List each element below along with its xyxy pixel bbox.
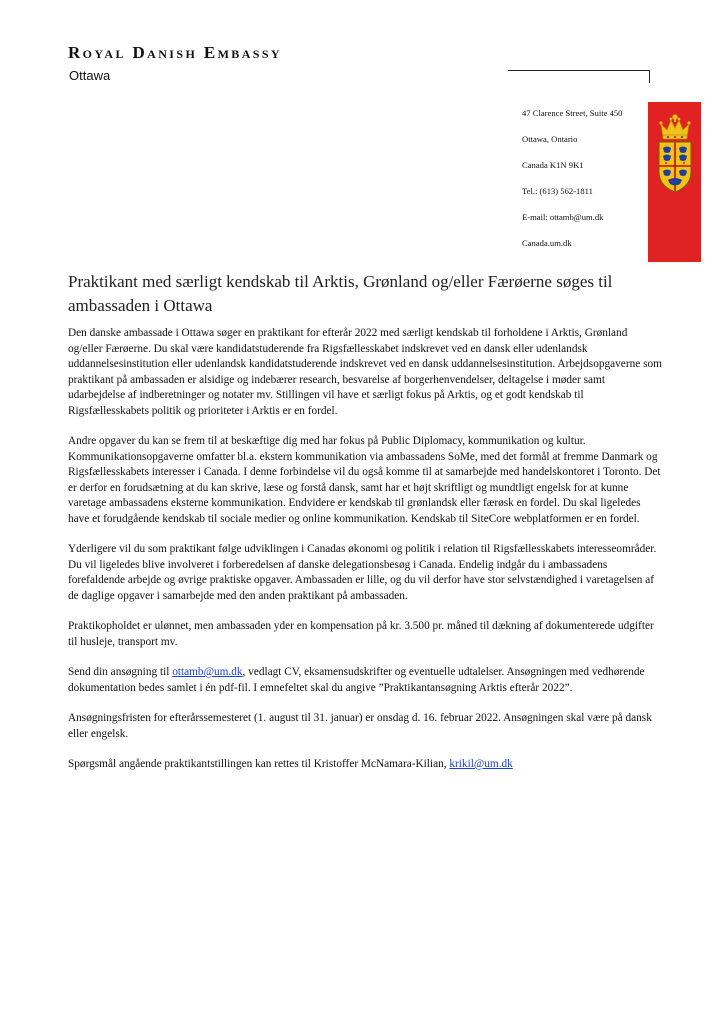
paragraph-deadline: Ansøgningsfristen for efterårssemesteret (1. august til 31. januar) er onsdag d. 16. februar 2022. Ansøgningen skal være på dansk eller engelsk.: [68, 712, 652, 740]
address-phone: Tel.: (613) 562-1811: [522, 186, 593, 196]
address-website: Canada.um.dk: [522, 238, 572, 248]
body-text: [68, 326, 664, 788]
paragraph-application: [68, 665, 664, 696]
address-block: [522, 106, 647, 262]
paragraph-intro: Den danske ambassade i Ottawa søger en praktikant for efterår 2022 med særligt kendskab til forholdene i Arktis, Grønland og/eller Færøerne. Du skal være kandidatstuderende fra Rigsfællesskabet indskrevet ved en dansk eller udenlandsk uddannelsesinstitution eller udenlandsk kandidatstuderende indskrevet ved en dansk uddannelsesinstitution. Arbejdsopgaverne som praktikant på ambassaden er alsidige og indebærer research, besvarelse af borgerhenvendelser, deltagelse i møder samt udarbejdelse af indberetninger og notater mv. Stillingen vil have et særligt fokus på Arktis, og et godt kendskab til Rigsfællesskabets politik og prioriteter i Arktis er en fordel.: [68, 327, 662, 417]
paragraph-compensation: Praktikopholdet er ulønnet, men ambassaden yder en kompensation på kr. 3.500 pr. måned til dækning af dokumenterede udgifter til husleje, transport mv.: [68, 620, 654, 648]
application-text-after: , vedlagt CV, eksamensudskrifter og eventuelle udtalelser. Ansøgningen med vedhørende dokumentation bedes samlet i én pdf-fil. I emnefeltet skal du angive ”Praktikantansøgning Arktis efterår 2022”.: [68, 666, 645, 694]
royal-coat-of-arms-icon: [655, 112, 695, 194]
address-postal: Canada K1N 9K1: [522, 160, 584, 170]
page-title: Praktikant med særligt kendskab til Arktis, Grønland og/eller Færøerne søges til ambassaden i Ottawa: [68, 272, 613, 315]
paragraph-development: Yderligere vil du som praktikant følge udviklingen i Canadas økonomi og politik i relation til Rigsfællesskabets interesseområder. Du vil ligeledes blive involveret i forberedelsen af danske delegationsbesøg i Canada. Endelig indgår du i ambassadens forefaldende arbejde og øvrige praktiske opgaver. Ambassaden er lille, og du vil derfor have stor selvstændighed i varetagelsen af de daglige opgaver i samarbejde med den anden praktikant på ambassaden.: [68, 543, 657, 602]
paragraph-tasks: Andre opgaver du kan se frem til at beskæftige dig med har fokus på Public Diplomacy, kommunikation og kultur. Kommunikationsopgaverne omfatter bl.a. ekstern kommunikation via ambassadens SoMe, med det formål at fremme Danmark og Rigsfællesskabets interesser i Canada. I denne forbindelse vil du også komme til at samarbejde med handelskontoret i Toronto. Det er derfor en forudsætning at du kan skrive, læse og forstå dansk, samt har et højt skriftligt og mundtligt engelsk for at kunne varetage ambassadens eksterne kommunikation. Endvidere er kendskab til grønlandsk eller færøsk en fordel. Du skal ligeledes have et forudgående kendskab til sociale medier og online kommunikation. Kendskab til SiteCore webplatformen er en fordel.: [68, 435, 661, 525]
address-email: E-mail: ottamb@um.dk: [522, 212, 604, 222]
contact-text: Spørgsmål angående praktikantstillingen kan rettes til Kristoffer McNamara-Kilian,: [68, 758, 450, 770]
application-text-before: Send din ansøgning til: [68, 666, 173, 678]
flag-bar: [648, 102, 701, 262]
address-city: Ottawa, Ontario: [522, 134, 578, 144]
letterhead-city: Ottawa: [69, 68, 111, 83]
header-rule-tick: [649, 70, 650, 83]
application-email-link[interactable]: ottamb@um.dk: [172, 666, 243, 678]
paragraph-contact: [68, 757, 664, 773]
letterhead-title: Royal Danish Embassy: [68, 43, 282, 62]
contact-email-link[interactable]: krikil@um.dk: [449, 758, 513, 770]
header-rule: [508, 70, 650, 71]
address-street: 47 Clarence Street, Suite 450: [522, 108, 623, 118]
